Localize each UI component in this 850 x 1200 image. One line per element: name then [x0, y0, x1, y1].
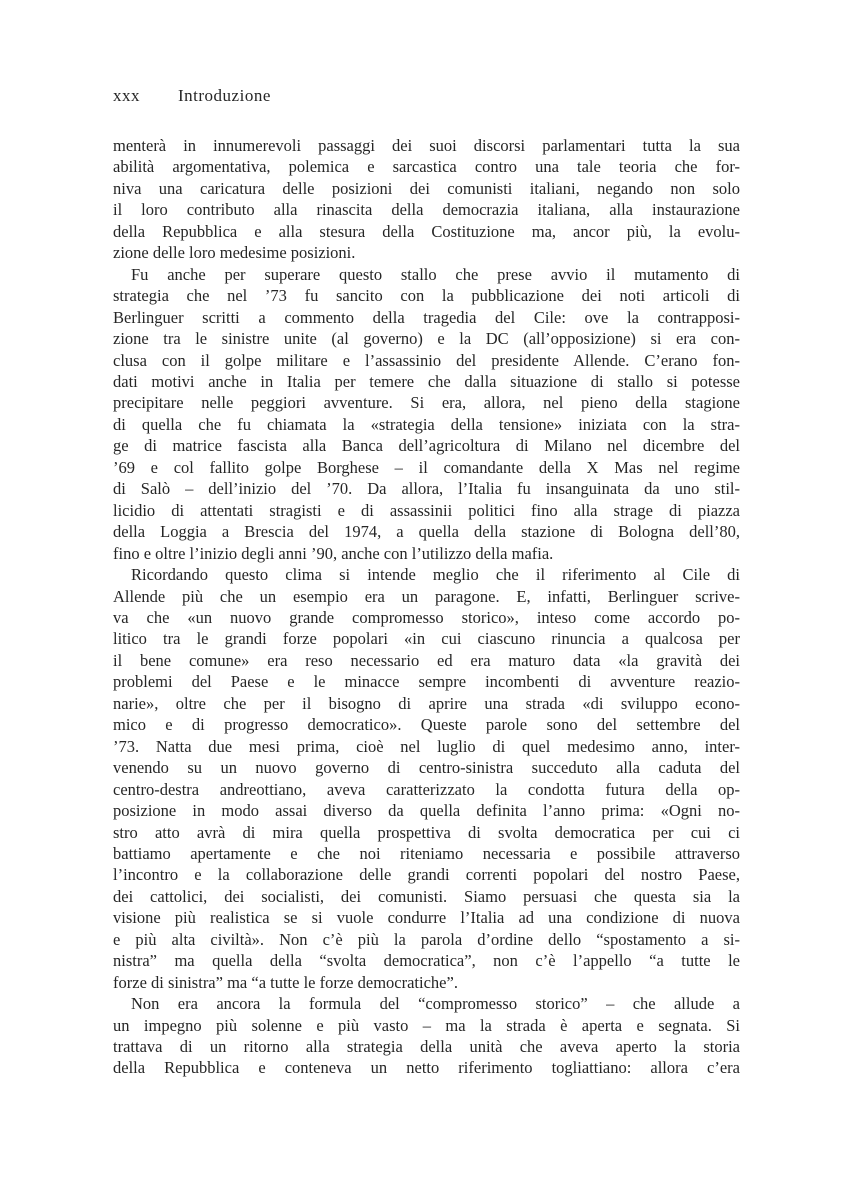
text-line: precipitare nelle peggiori avventure. Si era, allora, nel pieno della stagione	[113, 393, 740, 413]
text-line: mico e di progresso democratico». Queste parole sono del settembre del	[113, 715, 740, 735]
text-line: ge di matrice fascista alla Banca dell’agricoltura di Milano nel dicembre del	[113, 436, 740, 456]
text-line: della Loggia a Brescia del 1974, a quella della stazione di Bologna dell’80,	[113, 522, 740, 542]
text-line: e più alta civiltà». Non c’è più la parola d’ordine dello “spostamento a si-	[113, 929, 740, 949]
text-line: il bene comune» era reso necessario ed era maturo data «la gravità dei	[113, 650, 740, 670]
text-line: zione delle loro medesime posizioni.	[113, 243, 356, 263]
text-block	[113, 135, 740, 1079]
text-line: fino e oltre l’inizio degli anni ’90, anche con l’utilizzo della mafia.	[113, 543, 554, 563]
text-line: di Salò – dell’inizio del ’70. Da allora, l’Italia fu insanguinata da uno stil-	[113, 479, 740, 499]
text-line: niva una caricatura delle posizioni dei comunisti italiani, negando non solo	[113, 178, 740, 198]
text-line: un impegno più solenne e più vasto – ma la strada è aperta e segnata. Si	[113, 1015, 740, 1035]
text-line: venendo su un nuovo governo di centro-sinistra succeduto alla caduta del	[113, 758, 740, 778]
text-line: menterà in innumerevoli passaggi dei suoi discorsi parlamentari tutta la sua	[113, 136, 740, 155]
text-line: Allende più che un esempio era un paragone. E, infatti, Berlinguer scrive-	[113, 586, 740, 606]
paragraph	[113, 993, 740, 1079]
text-line: Non era ancora la formula del “compromesso storico” – che allude a	[131, 994, 740, 1014]
text-line: stro atto avrà di mira quella prospettiva di svolta democratica per cui ci	[113, 822, 740, 842]
paragraph	[113, 564, 740, 993]
text-line: della Repubblica e conteneva un netto riferimento togliattiano: allora c’era	[113, 1058, 740, 1078]
text-line: Fu anche per superare questo stallo che prese avvio il mutamento di	[131, 264, 740, 284]
text-line: Berlinguer scritti a commento della tragedia del Cile: ove la contrapposi-	[113, 307, 740, 327]
running-title: Introduzione	[178, 86, 271, 105]
page-number: xxx	[113, 86, 140, 105]
paragraph	[113, 135, 740, 264]
text-line: zione tra le sinistre unite (al governo) e la DC (all’opposizione) si era con-	[113, 329, 740, 349]
page-header	[113, 86, 271, 106]
text-line: dati motivi anche in Italia per temere che dalla situazione di stallo si potesse	[113, 371, 740, 391]
text-line: l’incontro e la collaborazione delle grandi correnti popolari del nostro Paese,	[113, 865, 740, 885]
text-line: battiamo apertamente e che noi riteniamo necessaria e possibile attraverso	[113, 843, 740, 863]
text-line: della Repubblica e alla stesura della Costituzione ma, ancor più, la evolu-	[113, 221, 740, 241]
text-line: dei cattolici, dei socialisti, dei comunisti. Siamo persuasi che questa sia la	[113, 886, 740, 906]
text-line: Ricordando questo clima si intende meglio che il riferimento al Cile di	[131, 565, 740, 585]
text-line: centro-destra andreottiano, aveva caratterizzato la condotta futura della op-	[113, 779, 740, 799]
text-line: strategia che nel ’73 fu sancito con la pubblicazione dei noti articoli di	[113, 286, 740, 306]
text-line: problemi del Paese e le minacce sempre incombenti di avventure reazio-	[113, 672, 740, 692]
text-line: il loro contributo alla rinascita della democrazia italiana, alla instaurazione	[113, 200, 740, 220]
text-line: licidio di attentati stragisti e di assassinii politici fino alla strage di piazza	[113, 500, 740, 520]
text-line: litico tra le grandi forze popolari «in cui ciascuno rinuncia a qualcosa per	[113, 629, 740, 649]
text-line: posizione in modo assai diverso da quella definita l’anno prima: «Ogni no-	[113, 801, 740, 821]
text-line: nistra” ma quella della “svolta democratica”, non c’è l’appello “a tutte le	[113, 951, 740, 971]
text-line: clusa con il golpe militare e l’assassinio del presidente Allende. C’erano fon-	[113, 350, 740, 370]
text-line: trattava di un ritorno alla strategia della unità che aveva aperto la storia	[113, 1037, 740, 1057]
text-line: ’69 e col fallito golpe Borghese – il comandante della X Mas nel regime	[113, 457, 740, 477]
paragraph	[113, 264, 740, 564]
text-line: abilità argomentativa, polemica e sarcastica contro una tale teoria che for-	[113, 157, 740, 177]
text-line: va che «un nuovo grande compromesso storico», inteso come accordo po-	[113, 607, 740, 627]
text-line: ’73. Natta due mesi prima, cioè nel luglio di quel medesimo anno, inter-	[113, 736, 740, 756]
text-line: narie», oltre che per il bisogno di aprire una strada «di sviluppo econo-	[113, 693, 740, 713]
text-line: di quella che fu chiamata la «strategia della tensione» iniziata con la stra-	[113, 414, 740, 434]
text-line: forze di sinistra” ma “a tutte le forze democratiche”.	[113, 972, 458, 992]
text-line: visione più realistica se si vuole condurre l’Italia ad una condizione di nuova	[113, 908, 740, 928]
